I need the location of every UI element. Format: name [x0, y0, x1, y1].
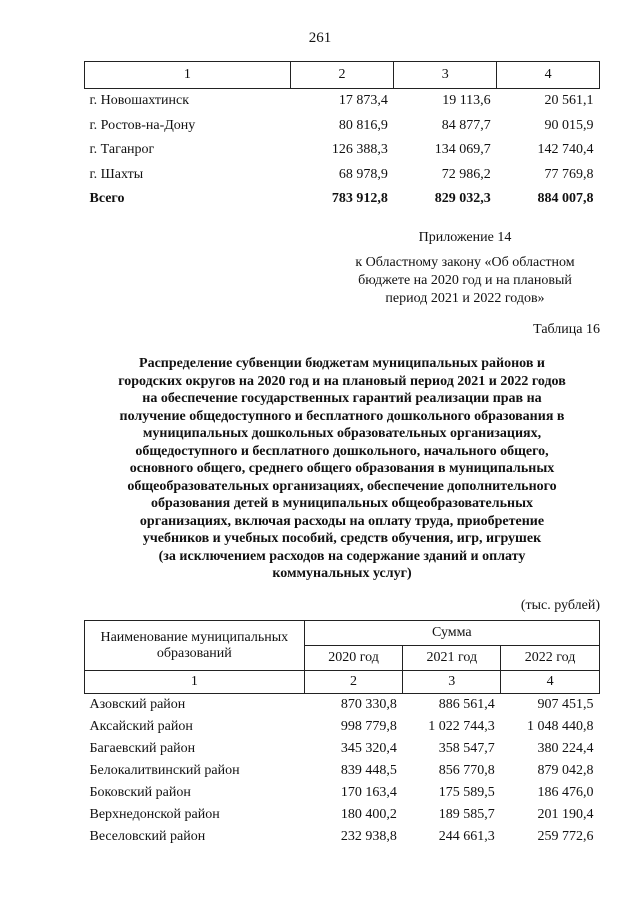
- title-line: городских округов на 2020 год и на плановый период 2021 и 2022 годов: [118, 373, 566, 389]
- value-2021: 886 561,4: [438, 697, 495, 712]
- value-2022: 90 015,9: [544, 117, 594, 133]
- header-sum: Сумма: [304, 621, 599, 646]
- header-name: Наименование муниципальных образований: [85, 621, 305, 671]
- table-row: [85, 738, 600, 760]
- table-label: Таблица 16: [533, 322, 600, 337]
- value-2020: 232 938,8: [340, 829, 397, 844]
- col-number: 2: [290, 62, 394, 89]
- table-row: [85, 804, 600, 826]
- total-label: Всего: [89, 191, 125, 207]
- value-2020: 345 320,4: [340, 741, 397, 756]
- table-row: [85, 138, 600, 163]
- total-2020: 783 912,8: [331, 191, 388, 207]
- document-title: [84, 355, 600, 583]
- row-name: Белокалитвинский район: [89, 763, 240, 778]
- value-2021: 175 589,5: [438, 785, 495, 800]
- table-row: [85, 826, 600, 848]
- row-name: Азовский район: [89, 697, 186, 712]
- total-2021: 829 032,3: [434, 191, 491, 207]
- row-name: Боковский район: [89, 785, 191, 800]
- value-2022: 142 740,4: [537, 142, 594, 158]
- col-number: 3: [394, 62, 497, 89]
- value-2020: 17 873,4: [338, 93, 388, 109]
- main-table: [84, 620, 600, 848]
- value-2021: 856 770,8: [438, 763, 495, 778]
- title-line: муниципальных дошкольных образовательных организациях,: [142, 426, 542, 441]
- title-line: Распределение субвенции бюджетам муниципальных районов и: [139, 356, 545, 371]
- header-row: [85, 621, 600, 646]
- value-2020: 180 400,2: [340, 807, 397, 822]
- table-row: [85, 760, 600, 782]
- title-line: организациях, включая расходы на оплату труда, приобретение: [139, 513, 545, 529]
- value-2020: 998 779,8: [340, 719, 397, 734]
- value-2022: 20 561,1: [544, 93, 594, 109]
- page-number: 261: [308, 30, 332, 46]
- annex-line: бюджете на 2020 год и на плановый: [358, 273, 572, 288]
- value-2021: 1 022 744,3: [428, 719, 495, 734]
- col-number: 1: [85, 671, 305, 694]
- value-2022: 380 224,4: [537, 741, 594, 756]
- value-2022: 201 190,4: [537, 807, 594, 822]
- col-number: 2: [304, 671, 403, 694]
- value-2020: 870 330,8: [340, 697, 397, 712]
- col-number: 1: [85, 62, 291, 89]
- title-line: общеобразовательных организациях, обеспечение дополнительного: [127, 478, 557, 494]
- row-name: Верхнедонской район: [89, 807, 220, 822]
- title-line: на обеспечение государственных гарантий реализации прав на: [142, 391, 542, 406]
- annex-line: к Областному закону «Об областном: [355, 255, 575, 270]
- value-2020: 170 163,4: [340, 785, 397, 800]
- header-year: 2021 год: [403, 646, 501, 671]
- value-2021: 189 585,7: [438, 807, 495, 822]
- value-2021: 244 661,3: [438, 829, 495, 844]
- header-year: 2020 год: [304, 646, 403, 671]
- header-year: 2022 год: [501, 646, 600, 671]
- table-row: [85, 694, 600, 717]
- top-table: [84, 61, 600, 212]
- total-2022: 884 007,8: [537, 191, 594, 207]
- title-line: коммунальных услуг): [272, 566, 412, 581]
- value-2022: 1 048 440,8: [527, 719, 594, 734]
- title-line: получение общедоступного и бесплатного дошкольного образования в: [119, 408, 565, 424]
- value-2022: 259 772,6: [537, 829, 594, 844]
- title-line: основного общего, среднего общего образования в муниципальных: [129, 461, 555, 476]
- row-name: Аксайский район: [89, 719, 193, 734]
- value-2021: 72 986,2: [441, 166, 491, 182]
- row-name: г. Таганрог: [89, 142, 155, 158]
- row-name: г. Ростов-на-Дону: [89, 117, 196, 133]
- table-row: [85, 782, 600, 804]
- title-line: учебников и учебных пособий, средств обучения, игр, игрушек: [142, 531, 542, 546]
- value-2020: 68 978,9: [338, 166, 388, 182]
- col-number: 4: [501, 671, 600, 694]
- row-name: Багаевский район: [89, 741, 196, 756]
- top-table-header-row: [85, 62, 600, 89]
- value-2020: 80 816,9: [338, 117, 388, 133]
- value-2022: 77 769,8: [544, 166, 594, 182]
- value-2021: 358 547,7: [438, 741, 495, 756]
- annex-title: Приложение 14: [418, 230, 512, 245]
- table-row: [85, 716, 600, 738]
- value-2021: 134 069,7: [434, 142, 491, 158]
- col-number: 3: [403, 671, 501, 694]
- table-row: [85, 163, 600, 188]
- row-name: г. Новошахтинск: [89, 93, 190, 109]
- col-number-row: [85, 671, 600, 694]
- row-name: Веселовский район: [89, 829, 206, 844]
- title-line: образования детей в муниципальных общеобразовательных: [150, 496, 534, 511]
- table-row: [85, 114, 600, 139]
- value-2022: 186 476,0: [537, 785, 594, 800]
- value-2021: 84 877,7: [441, 117, 491, 133]
- value-2020: 126 388,3: [331, 142, 388, 158]
- value-2021: 19 113,6: [442, 93, 491, 109]
- value-2022: 879 042,8: [537, 763, 594, 778]
- value-2022: 907 451,5: [537, 697, 594, 712]
- title-line: (за исключением расходов на содержание зданий и оплату: [158, 548, 526, 564]
- total-row: [85, 187, 600, 212]
- title-line: общедоступного и бесплатного дошкольного, начального общего,: [135, 443, 549, 459]
- units-label: (тыс. рублей): [520, 598, 600, 613]
- value-2020: 839 448,5: [340, 763, 397, 778]
- col-number: 4: [497, 62, 600, 89]
- annex-line: период 2021 и 2022 годов»: [385, 291, 545, 306]
- row-name: г. Шахты: [89, 166, 144, 182]
- table-row: [85, 89, 600, 114]
